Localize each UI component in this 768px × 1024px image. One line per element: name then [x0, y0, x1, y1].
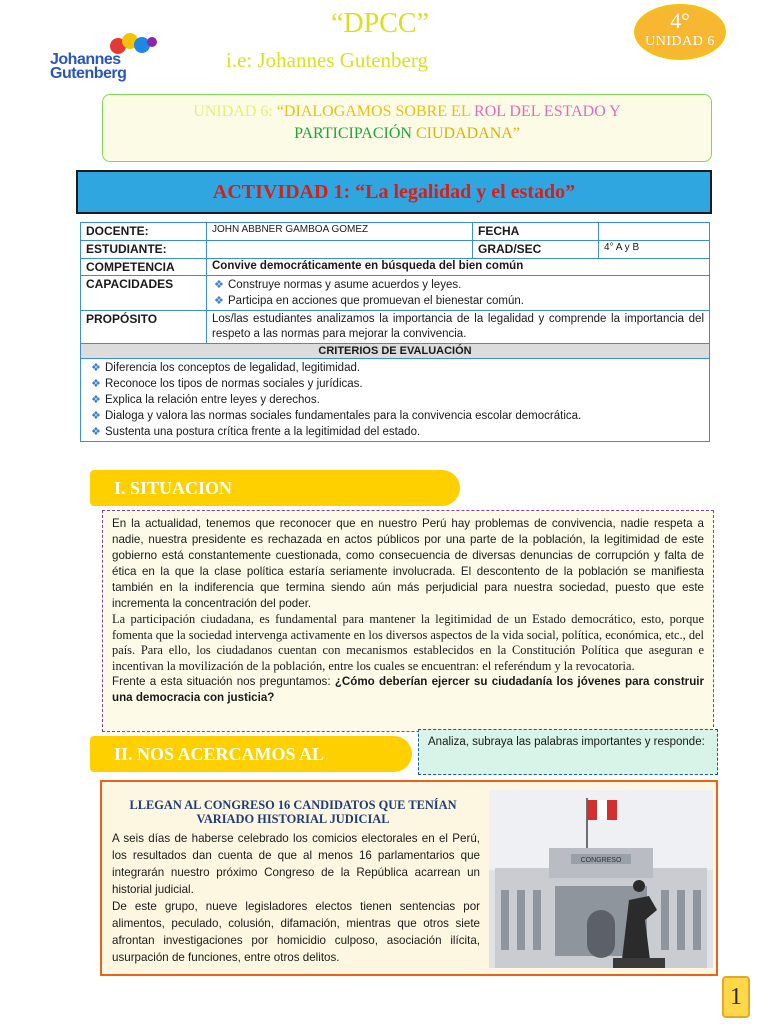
list-item: ❖ Dialoga y valora las normas sociales fundamentales para la convivencia escolar democrática.	[91, 410, 582, 422]
unit-part4: CIUDADANA”	[415, 125, 520, 142]
badge-unit: UNIDAD 6	[645, 34, 715, 49]
diamond-bullet-icon: ❖	[91, 410, 101, 422]
news-body	[112, 830, 480, 966]
competencia-value: Convive democráticamente en búsqueda del bien común	[207, 259, 710, 276]
competencia-label: COMPETENCIA	[81, 259, 207, 276]
logo-text-line2: Gutenberg	[50, 65, 127, 82]
situation-paragraph-2: La participación ciudadana, es fundamental para mantener la legitimidad de un Estado democrático, esto, porque fomenta que la sociedad intervenga activamente en los diversos aspectos de la vida social, política, económica, etc., del país. Para ello, los ciudadanos cuentan con mecanismos establecidos en la Constitución Política que aseguran e incentivan la movilización de la población, entre los cuales se encuentran: el referéndum y la revocatoria.	[112, 612, 704, 673]
estudiante-label: ESTUDIANTE:	[81, 241, 207, 259]
badge-grade: 4°	[670, 8, 690, 33]
docente-value: JOHN ABBNER GAMBOA GOMEZ	[207, 223, 473, 241]
section-situacion-heading: I. SITUACION	[90, 470, 460, 506]
capacidades-label: CAPACIDADES	[81, 276, 207, 311]
news-paragraph-2: De este grupo, nueve legisladores electos tienen sentencias por alimentos, peculado, colusión, difamación, mientras que otros siete afrontan investigaciones por homicidio culposo, asociación ilícita, usurpación de funciones, entre otros delitos.	[112, 900, 480, 964]
situation-paragraph-1: En la actualidad, tenemos que reconocer que en nuestro Perú hay problemas de convivencia, nadie respeta a nadie, nuestra presidente es rechazada en actos públicos por una parte de la población, la legitimidad de este gobierno está constantemente cuestionada, como consecuencia de diversas denuncias de corrupción y falta de ética en la que la clase política estaría seriamente involucrada. El descontento de la población se manifiesta también en la indiferencia que termina siendo aún más perjudicial para nuestra sociedad, puesto que este incrementa la concentración del poder.	[112, 517, 704, 610]
list-item: ❖ Construye normas y asume acuerdos y leyes.	[214, 279, 462, 291]
list-item: ❖ Diferencia los conceptos de legalidad, legitimidad.	[91, 362, 361, 374]
school-logo	[50, 36, 175, 80]
capacidades-cell	[207, 276, 710, 311]
criterios-cell	[81, 359, 710, 442]
list-item: ❖ Participa en acciones que promuevan el bienestar común.	[214, 295, 524, 307]
logo-text-line1: Johannes	[50, 51, 121, 68]
proposito-value: Los/las estudiantes analizamos la importancia de la legalidad y comprende la importancia del respeto a las normas para mejorar la convivencia.	[207, 311, 710, 344]
diamond-bullet-icon: ❖	[214, 295, 224, 307]
diamond-bullet-icon: ❖	[91, 378, 101, 390]
grade-badge	[636, 6, 724, 58]
estudiante-value[interactable]	[207, 241, 473, 259]
list-item: ❖ Reconoce los tipos de normas sociales y jurídicas.	[91, 378, 363, 390]
situation-box	[102, 510, 714, 732]
unit-part2: ROL DEL ESTADO Y	[474, 103, 621, 120]
news-paragraph-1: A seis días de haberse celebrado los comicios electorales en el Perú, los resultados dan cuenta de que al menos 16 parlamentarios que integrarán nuestro próximo Congreso de la República acarrean un historial judicial.	[112, 832, 480, 896]
page-number: 1	[722, 976, 750, 1018]
unit-prefix: UNIDAD 6:	[193, 103, 277, 120]
congress-photo	[489, 790, 713, 968]
docente-label: DOCENTE:	[81, 223, 207, 241]
unit-title-box	[102, 94, 712, 162]
section-acercamos-heading: II. NOS ACERCAMOS AL	[90, 736, 412, 772]
diamond-bullet-icon: ❖	[91, 394, 101, 406]
diamond-bullet-icon: ❖	[214, 279, 224, 291]
school-name: i.e: Johannes Gutenberg	[226, 48, 428, 72]
criterios-header: CRITERIOS DE EVALUACIÓN	[81, 344, 710, 359]
fecha-value[interactable]	[599, 223, 710, 241]
info-table	[80, 222, 710, 442]
situation-question: Frente a esta situación nos preguntamos: ¿Cómo deberían ejercer su ciudadanía los jóvenes para construir una democracia con justicia?	[112, 675, 705, 704]
page-title: “DPCC”	[331, 8, 429, 39]
photo-sign: CONGRESO	[580, 857, 622, 864]
list-item: ❖ Explica la relación entre leyes y derechos.	[91, 394, 320, 406]
diamond-bullet-icon: ❖	[91, 426, 101, 438]
activity-title: ACTIVIDAD 1: “La legalidad y el estado”	[76, 170, 712, 214]
fecha-label: FECHA	[473, 223, 599, 241]
instruction-box: Analiza, subraya las palabras importantes y responde:	[418, 729, 718, 775]
proposito-label: PROPÓSITO	[81, 311, 207, 344]
list-item: ❖ Sustenta una postura crítica frente a la legitimidad del estado.	[91, 426, 421, 438]
news-box	[100, 780, 718, 976]
unit-part1: “DIALOGAMOS SOBRE EL	[276, 103, 475, 120]
gradsec-value: 4° A y B	[599, 241, 710, 259]
gradsec-label: GRAD/SEC	[473, 241, 599, 259]
news-headline: LLEGAN AL CONGRESO 16 CANDIDATOS QUE TENÍAN VARIADO HISTORIAL JUDICIAL	[129, 798, 457, 826]
unit-part3: PARTICIPACIÓN	[294, 125, 416, 142]
diamond-bullet-icon: ❖	[91, 362, 101, 374]
